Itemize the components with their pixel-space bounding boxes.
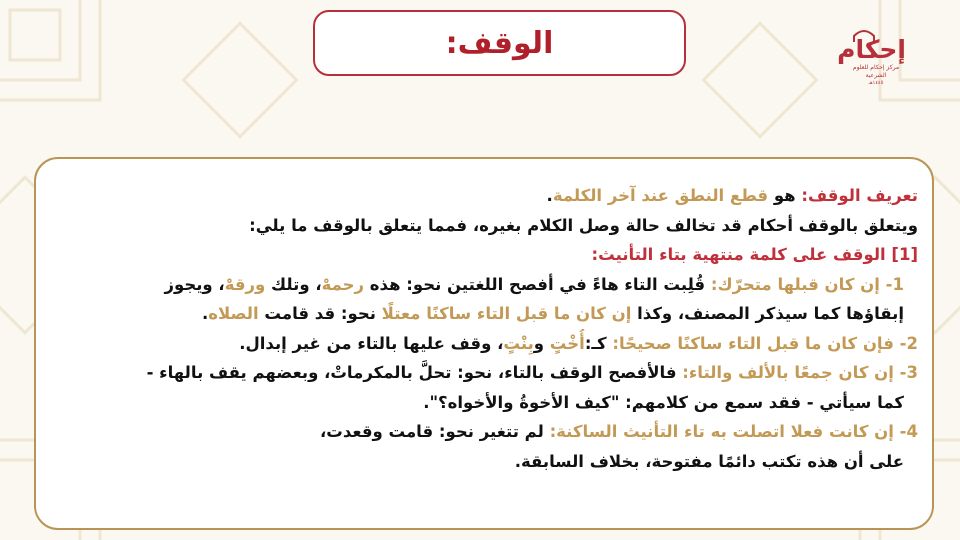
rule-4-label: 4- إن كانت فعلا اتصلت به تاء التأنيث الساكنة: bbox=[549, 422, 918, 441]
logo-text: إحكام bbox=[837, 35, 906, 64]
rule-2-word-2: بِنْتٍ bbox=[503, 333, 534, 353]
logo-year: ١٤٤٥هـ bbox=[868, 80, 884, 86]
rule-1-text-b: ، وتلك bbox=[265, 274, 322, 294]
logo-subtitle: مركز إحكام للعلوم الشرعية bbox=[852, 64, 900, 79]
rule-2-text-b: و bbox=[533, 333, 550, 353]
rule-1-continued-line bbox=[50, 299, 918, 329]
rule-1-line bbox=[50, 270, 918, 300]
rule-1b-text-a: إبقاؤها كما سيذكر المصنف، وكذا bbox=[631, 304, 904, 323]
definition-end: . bbox=[546, 186, 553, 205]
rule-1-text-c: ، ويجوز bbox=[164, 274, 225, 294]
logo bbox=[837, 26, 906, 96]
rule-3-continued-line bbox=[50, 388, 918, 418]
rule-1-word-1: رحمهْ bbox=[321, 274, 365, 294]
rule-2-word-1: أُخْتٍ bbox=[549, 333, 585, 353]
rule-3b-text: كما سيأتي - فقد سمع من كلامهم: "كيف الأخوةُ والأخواه؟". bbox=[423, 392, 904, 412]
title-box bbox=[313, 10, 686, 76]
rule-1b-end: . bbox=[201, 304, 209, 323]
rule-1b-word: الصلاه bbox=[208, 304, 259, 323]
rule-2-label: 2- فإن كان ما قبل التاء ساكنًا صحيحًا: bbox=[612, 333, 918, 353]
rule-4-text-a: لم تتغير نحو: قامت وقعدت، bbox=[320, 422, 550, 441]
rule-2-text-a: كـ: bbox=[584, 333, 613, 353]
rule-3-text-a: فالأفصح الوقف بالتاء، نحو: تحلَّ بالمكرماتْ، وبعضهم يقف بالهاء - bbox=[146, 363, 683, 382]
rule-3-label: 3- إن كان جمعًا بالألف والتاء: bbox=[682, 363, 918, 382]
rule-1-word-2: ورقهْ bbox=[224, 274, 266, 294]
rule-1b-text-b: نحو: قد قامت bbox=[258, 304, 382, 323]
rule-2-text-c: ، وقف عليها بالتاء من غير إبدال. bbox=[239, 333, 504, 353]
rule-3-line bbox=[50, 358, 918, 388]
logo-arch-icon bbox=[852, 30, 876, 42]
rule-1-text-a: قُلِبت التاء هاءً في أفصح اللغتين نحو: هذه bbox=[364, 274, 711, 294]
definition-line bbox=[50, 181, 918, 211]
section-heading: [1] الوقف على كلمة منتهية بتاء التأنيث: bbox=[591, 245, 918, 264]
rule-4-continued-line bbox=[50, 447, 918, 477]
intro-text: ويتعلق بالوقف أحكام قد تخالف حالة وصل الكلام بغيره، فمما يتعلق بالوقف ما يلي: bbox=[249, 215, 918, 235]
section-heading-line bbox=[50, 240, 918, 270]
rule-4-line bbox=[50, 417, 918, 447]
rule-2-line bbox=[50, 329, 918, 359]
intro-line bbox=[50, 211, 918, 241]
rule-1-label: 1- إن كان قبلها متحرّك: bbox=[710, 274, 904, 294]
content-box bbox=[34, 157, 934, 530]
definition-connector: هو bbox=[768, 186, 802, 205]
rule-1b-condition: إن كان ما قبل التاء ساكنًا معتلًا bbox=[381, 304, 632, 323]
rule-4b-text: على أن هذه تكتب دائمًا مفتوحة، بخلاف السابقة. bbox=[514, 451, 904, 471]
definition-label: تعريف الوقف: bbox=[801, 186, 918, 205]
definition-text: قطع النطق عند آخر الكلمة bbox=[552, 186, 769, 205]
slide-title: الوقف: bbox=[445, 25, 554, 61]
